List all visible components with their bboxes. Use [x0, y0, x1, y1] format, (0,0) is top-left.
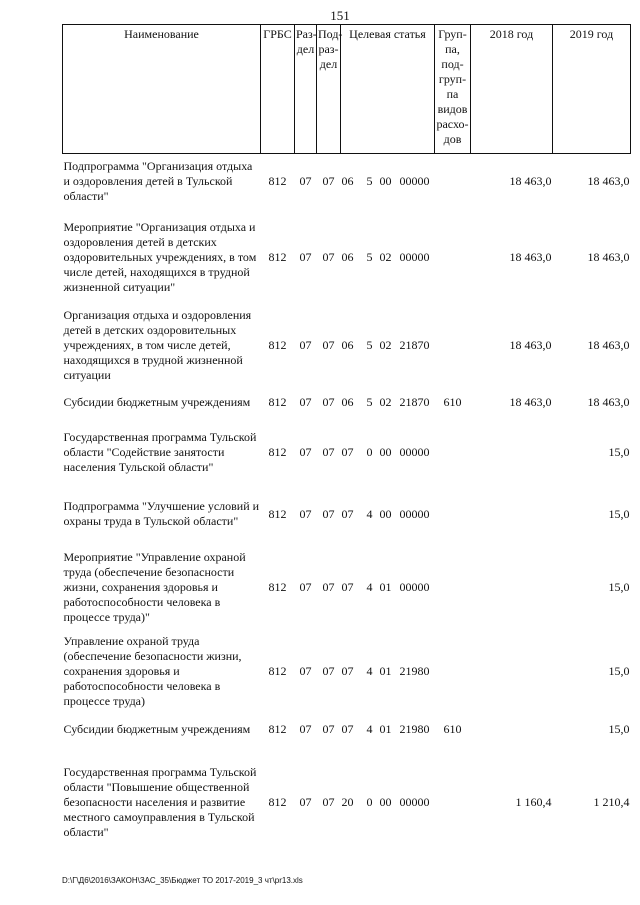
target-article-part: 01 [379, 580, 392, 594]
target-article-part: 5 [366, 338, 373, 352]
row-name: Государственная программа Тульской области "Содействие занятости населения Тульской области" [63, 430, 257, 474]
row-amount-2018: 18 463,0 [509, 174, 552, 189]
table-row [63, 749, 631, 857]
row-grbs: 812 [268, 580, 287, 594]
target-article-part: 02 [379, 395, 392, 409]
row-amount-2019: 15,0 [608, 445, 630, 459]
row-razdel: 07 [299, 664, 312, 678]
row-name: Подпрограмма "Организация отдыха и оздоровления детей в Тульской области" [63, 159, 253, 204]
row-grbs: 812 [268, 174, 287, 189]
table-row [63, 306, 631, 386]
header-2018: 2018 год [471, 25, 553, 154]
target-article-part: 00 [379, 174, 392, 189]
row-amount-2019: 15,0 [608, 580, 630, 594]
row-expense-group [435, 306, 471, 386]
row-razdel: 07 [299, 174, 312, 189]
row-podrazdel: 07 [322, 664, 335, 678]
header-name: Наименование [63, 25, 261, 154]
table-row [63, 711, 631, 749]
target-article-part: 00 [379, 795, 392, 809]
row-name: Государственная программа Тульской области "Повышение общественной безопасности населения и развитие местного самоуправления в Тульской области" [63, 765, 257, 839]
row-target-article [341, 210, 435, 306]
row-podrazdel: 07 [322, 445, 335, 459]
row-target-article [341, 749, 435, 857]
target-article-part: 07 [341, 664, 354, 678]
row-razdel: 07 [299, 722, 312, 736]
header-razdel: Раз- дел [295, 25, 317, 154]
table-row [63, 386, 631, 420]
row-grbs: 812 [268, 506, 287, 521]
row-amount-2019: 15,0 [608, 722, 630, 736]
row-razdel: 07 [299, 795, 312, 809]
row-expense-group [435, 154, 471, 210]
header-grbs: ГРБС [261, 25, 295, 154]
row-expense-group: 610 [443, 722, 462, 736]
row-amount-2018: 18 463,0 [509, 395, 552, 409]
table-row [63, 420, 631, 486]
target-article-part: 00 [379, 445, 392, 459]
row-expense-group [435, 486, 471, 543]
row-expense-group [435, 543, 471, 633]
target-article-part: 4 [366, 722, 373, 736]
target-article-part: 5 [366, 395, 373, 409]
row-podrazdel: 07 [322, 795, 335, 809]
table-row [63, 543, 631, 633]
row-podrazdel: 07 [322, 722, 335, 736]
row-grbs: 812 [268, 395, 287, 409]
row-name: Субсидии бюджетным учреждениям [63, 395, 251, 409]
row-podrazdel: 07 [322, 506, 335, 521]
row-amount-2018: 18 463,0 [509, 250, 552, 264]
target-article-part: 02 [379, 250, 392, 264]
row-target-article [341, 306, 435, 386]
row-amount-2019: 18 463,0 [587, 395, 630, 409]
target-article-part: 00000 [399, 174, 430, 189]
row-amount-2018 [471, 420, 553, 486]
budget-table [62, 24, 631, 857]
header-expense-group: Груп- па, под- груп- па видов расхо- дов [435, 25, 471, 154]
row-amount-2019: 18 463,0 [587, 338, 630, 352]
target-article-part: 0 [366, 795, 373, 809]
page-number: 151 [330, 8, 350, 23]
file-path-footer: D:\Г\Д6\2016\ЗАКОН\ЗАС_35\Бюджет ТО 2017-2019_3 чт\pr13.xls [62, 876, 303, 885]
row-expense-group [435, 633, 471, 711]
row-target-article [341, 486, 435, 543]
target-article-part: 21980 [399, 664, 430, 678]
target-article-part: 00000 [399, 795, 430, 809]
row-grbs: 812 [268, 338, 287, 352]
target-article-part: 06 [341, 250, 354, 264]
row-amount-2018 [471, 486, 553, 543]
row-amount-2018 [471, 543, 553, 633]
table-header-row [63, 25, 631, 154]
row-target-article [341, 711, 435, 749]
row-name: Мероприятие "Управление охраной труда (обеспечение безопасности жизни, сохранения здоровья и работоспособности человека в процессе труда)" [63, 550, 246, 624]
row-target-article [341, 420, 435, 486]
target-article-part: 06 [341, 395, 354, 409]
row-razdel: 07 [299, 580, 312, 594]
row-amount-2019: 1 210,4 [593, 795, 630, 809]
row-amount-2019: 15,0 [608, 664, 630, 678]
row-target-article [341, 154, 435, 210]
target-article-part: 00000 [399, 250, 430, 264]
row-target-article [341, 633, 435, 711]
row-razdel: 07 [299, 506, 312, 521]
target-article-part: 02 [379, 338, 392, 352]
row-expense-group [435, 420, 471, 486]
header-target-article: Целевая статья [341, 25, 435, 154]
row-target-article [341, 386, 435, 420]
header-2019: 2019 год [553, 25, 631, 154]
target-article-part: 4 [366, 506, 373, 521]
target-article-part: 0 [366, 445, 373, 459]
row-grbs: 812 [268, 445, 287, 459]
target-article-part: 00000 [399, 506, 430, 521]
target-article-part: 07 [341, 506, 354, 521]
row-expense-group: 610 [443, 395, 462, 409]
target-article-part: 00000 [399, 580, 430, 594]
row-podrazdel: 07 [322, 580, 335, 594]
row-expense-group [435, 210, 471, 306]
row-expense-group [435, 749, 471, 857]
row-podrazdel: 07 [322, 174, 335, 189]
table-row [63, 154, 631, 210]
row-name: Подпрограмма "Улучшение условий и охраны труда в Тульской области" [63, 499, 260, 528]
target-article-part: 21870 [399, 338, 430, 352]
row-amount-2018 [471, 633, 553, 711]
target-article-part: 20 [341, 795, 354, 809]
target-article-part: 01 [379, 664, 392, 678]
row-amount-2018 [471, 711, 553, 749]
row-grbs: 812 [268, 664, 287, 678]
target-article-part: 4 [366, 580, 373, 594]
row-podrazdel: 07 [322, 338, 335, 352]
row-amount-2019: 18 463,0 [587, 250, 630, 264]
target-article-part: 06 [341, 338, 354, 352]
target-article-part: 21870 [399, 395, 430, 409]
row-razdel: 07 [299, 338, 312, 352]
row-razdel: 07 [299, 445, 312, 459]
row-name: Организация отдыха и оздоровления детей в детских оздоровительных учреждениях, в том числе детей, находящихся в трудной жизненной ситуации [63, 308, 252, 382]
row-amount-2018: 1 160,4 [515, 795, 552, 809]
table-row [63, 486, 631, 543]
row-amount-2018: 18 463,0 [509, 338, 552, 352]
target-article-part: 4 [366, 664, 373, 678]
target-article-part: 07 [341, 445, 354, 459]
target-article-part: 5 [366, 174, 373, 189]
row-razdel: 07 [299, 395, 312, 409]
row-amount-2019: 15,0 [608, 506, 630, 521]
row-target-article [341, 543, 435, 633]
target-article-part: 21980 [399, 722, 430, 736]
row-razdel: 07 [299, 250, 312, 264]
target-article-part: 00000 [399, 445, 430, 459]
table-row [63, 633, 631, 711]
row-name: Управление охраной труда (обеспечение безопасности жизни, сохранения здоровья и работоспособности человека в процессе труда) [63, 634, 242, 708]
target-article-part: 5 [366, 250, 373, 264]
row-podrazdel: 07 [322, 250, 335, 264]
row-podrazdel: 07 [322, 395, 335, 409]
header-podrazdel: Под- раз- дел [317, 25, 341, 154]
target-article-part: 07 [341, 580, 354, 594]
row-grbs: 812 [268, 722, 287, 736]
table-row [63, 210, 631, 306]
row-grbs: 812 [268, 795, 287, 809]
row-grbs: 812 [268, 250, 287, 264]
target-article-part: 07 [341, 722, 354, 736]
row-name: Субсидии бюджетным учреждениям [63, 722, 251, 736]
target-article-part: 00 [379, 506, 392, 521]
target-article-part: 01 [379, 722, 392, 736]
target-article-part: 06 [341, 174, 354, 189]
row-name: Мероприятие "Организация отдыха и оздоровления детей в детских оздоровительных учреждениях, в том числе детей, находящихся в трудной жизненной ситуации" [63, 220, 257, 294]
row-amount-2019: 18 463,0 [587, 174, 630, 189]
